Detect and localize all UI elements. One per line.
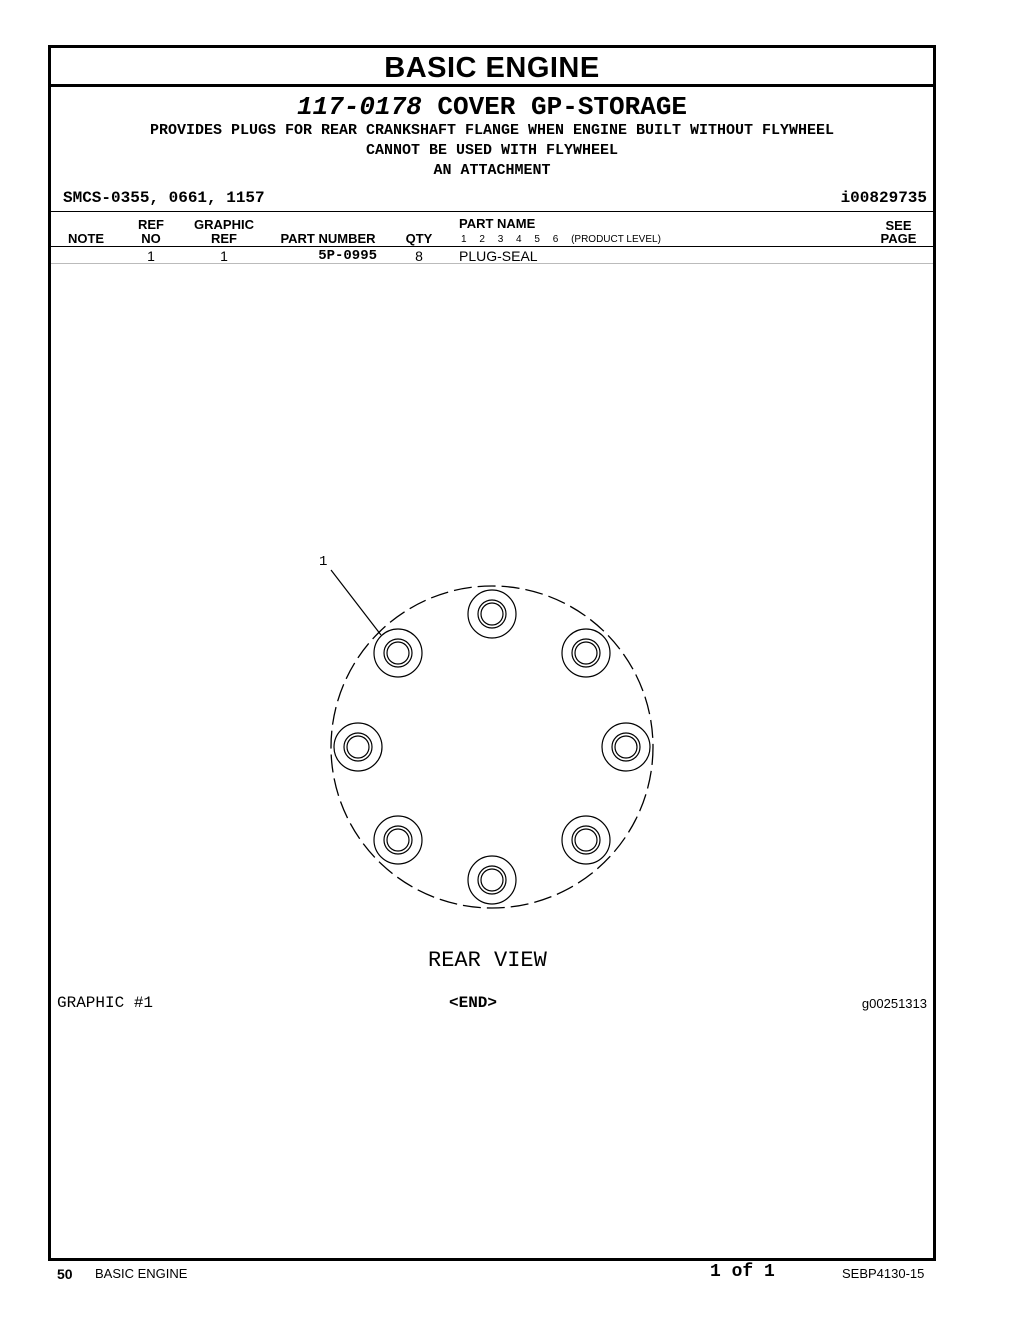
footer-publication: SEBP4130-15 [842,1266,925,1281]
plug-seal [374,816,422,864]
plug-seal [602,723,650,771]
graphic-label: GRAPHIC #1 [57,994,154,1012]
header-graphic-ref-bottom: REF [211,231,237,246]
flange-outline [331,586,653,908]
callout-number: 1 [319,554,328,570]
row-part-name: PLUG-SEAL [459,248,538,264]
footer-page-number: 50 [57,1266,73,1282]
end-marker: <END> [449,994,498,1012]
header-ref-no-bottom: NO [141,231,161,246]
plug-seal [468,590,516,638]
header-see-page-top: SEE [885,218,912,233]
level-2: 2 [479,234,485,245]
plug-seal [374,629,422,677]
group-name: COVER GP-STORAGE [437,92,688,122]
rear-view-drawing [51,48,933,1048]
header-graphic-ref-top: GRAPHIC [194,217,254,232]
product-level: (PRODUCT LEVEL) [571,234,661,245]
section-title: BASIC ENGINE [51,48,933,87]
group-part-number: 117-0178 [296,92,422,122]
group-description-3: AN ATTACHMENT [433,162,551,179]
plug-seal [468,856,516,904]
footer-section: BASIC ENGINE [95,1266,188,1281]
group-description-2: CANNOT BE USED WITH FLYWHEEL [365,142,619,159]
graphic-id: g00251313 [861,996,927,1011]
header-qty: QTY [405,231,433,246]
plug-seal [562,629,610,677]
plug-seal [334,723,382,771]
row-graphic-ref: 1 [220,248,228,264]
view-label: REAR VIEW [428,948,547,973]
illustration-id: i00829735 [840,189,927,207]
header-part-number: PART NUMBER [280,231,376,246]
plug-seal [562,816,610,864]
footer-page-of: 1 of 1 [710,1262,775,1282]
level-6: 6 [552,234,559,245]
header-see-page-bottom: PAGE [880,231,917,246]
smcs-codes: SMCS-0355, 0661, 1157 [63,189,265,207]
level-1: 1 [461,234,467,245]
callout-leader [331,570,381,635]
row-qty: 8 [415,248,423,264]
level-5: 5 [534,234,540,245]
page-frame [48,45,936,1261]
level-3: 3 [497,234,504,245]
group-description-1: PROVIDES PLUGS FOR REAR CRANKSHAFT FLANGE WHEN ENGINE BUILT WITHOUT FLYWHEEL [149,122,835,139]
header-part-name: PART NAME [459,216,536,231]
row-ref-no: 1 [147,248,155,264]
level-4: 4 [516,234,522,245]
header-ref-no-top: REF [138,217,164,232]
header-note: NOTE [67,231,105,246]
row-part-number: 5P-0995 [318,248,377,264]
